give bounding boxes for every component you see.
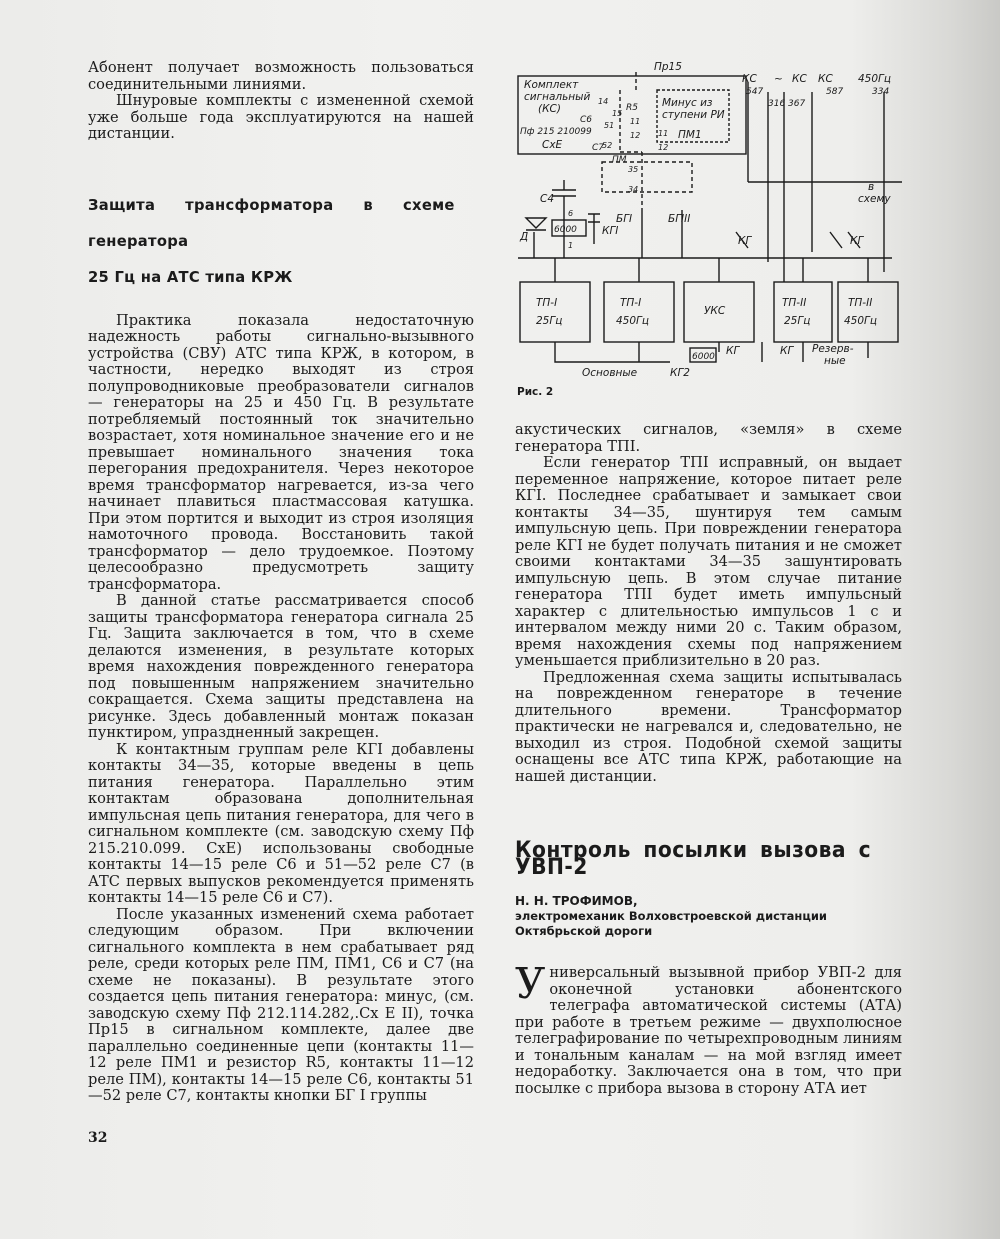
label-ks-5: СхЕ [542,139,563,151]
label-pm1: ПМ1 [678,129,702,141]
pin-52: 52 [602,141,613,150]
term-547: 547 [746,87,764,97]
pin-34: 34 [628,185,639,194]
left-column [88,60,474,1105]
label-c7: С7 [592,143,605,153]
block-tp1-450-line1: ТП-I [620,297,642,309]
label-d: Д [520,231,529,243]
label-minus-1: Минус из [662,97,713,109]
intro-paragraph-1: Абонент получает возможность пользоваться соединительными линиями. [88,59,474,93]
label-ks-2: сигнальный [524,91,591,103]
pin-6: 6 [568,209,574,218]
pin-12b: 12 [658,143,669,152]
block-tp1-25-line2: 25Гц [536,315,563,327]
label-to-circuit-1: в [868,181,875,193]
page-number: 32 [88,1130,108,1146]
article2-paragraph-1-text: ниверсальный вызывной прибор УВП-2 для оконечной установки абонентского телеграфа автоматической системы (АТА) при работе в третьем режиме — двухполюсное телеграфирование по четырехпроводным линиям и тональным каналам — на мой взгляд имеет недоработку. Заключается она в том, что при посылке с прибора вызова в сторону АТА иет [515,964,902,1097]
block-tp2-25-line2: 25Гц [784,315,811,327]
figure-caption: Рис. 2 [517,386,554,398]
right-paragraph-3: Предложенная схема защиты испытывалась на поврежденном генераторе в течение длительного времени. Трансформатор практически не нагревался и, следовательно, не выходил из строя. Подобной схемой защиты оснащены все АТС типа КРЖ, работающие на нашей дистанции. [515,668,902,785]
block-tp1-450-line2: 450Гц [616,315,650,327]
article1-title-line1: Защита трансформатора в схеме генератора [88,195,455,250]
label-ks-term-5: 450Гц [858,73,892,85]
label-minus-2: ступени РИ [662,109,725,121]
pin-11a: 11 [630,117,641,126]
label-rezervnye-1: Резерв- [812,343,854,355]
article2-paragraph-1 [515,959,902,1097]
label-r5: R5 [626,103,638,113]
block-tp2-450-line2: 450Гц [844,315,878,327]
term-587: 587 [826,87,844,97]
label-kg-small-2: КГ [780,345,794,357]
label-bg1: БГI [616,213,633,225]
block-tp1-450 [604,282,674,342]
article1-paragraph-3: К контактным группам реле КГI добавлены контакты 34—35, которые введены в цепь питания генератора. Параллельно этим контактам образована дополнительная импульсная цепь питания генератора, для чего в сигнальном комплекте (см. заводскую схему Пф 215.210.099. СхЕ) использованы свободные контакты 14—15 реле С6 и 51—52 реле С7 (в АТС первых выпусков рекомендуется применять контакты 14—15 реле С6 и С7). [88,740,474,906]
label-ks-term-3: КС [792,73,807,85]
label-ks-term-2: ~ [774,73,783,85]
term-367: 367 [788,99,806,109]
pin-11b: 11 [658,129,669,138]
label-ks-4: Пф 215 210099 [520,127,592,137]
label-c4: С4 [540,193,555,205]
block-uks-line1: УКС [704,305,726,317]
article2-dropcap: У [515,959,546,1008]
article1-paragraph-2: В данной статье рассматривается способ защиты трансформатора генератора сигнала 25 Гц. Защита заключается в том, что в схеме делаются изменения, в результате которых время нахождения поврежденного генератора под повышенным напряжением значительно сокращается. Схема защиты представлена на рисунке. Здесь добавленный монтаж показан пунктиром, упраздненный закрещен. [88,592,474,741]
label-bottom-res: 6000 [692,352,715,362]
author-name: Н. Н. ТРОФИМОВ, [515,894,638,908]
pin-14: 14 [598,97,609,106]
label-pm: ПМ [612,155,627,165]
term-316: 316 [768,99,786,109]
label-ks-1: Комплект [524,79,579,91]
label-osnovnye: Основные [582,367,638,379]
block-tp1-25 [520,282,590,342]
label-kg1-3: КГ [738,235,752,247]
article1-title-line2: 25 Гц на АТС типа КРЖ [88,267,293,286]
article2-title: Контроль посылки вызова с УВП-2 [515,838,872,880]
label-rezervnye-2: ные [824,355,846,367]
article1-paragraph-4: После указанных изменений схема работает следующим образом. При включении сигнального комплекта в нем срабатывает ряд реле, среди которых реле ПМ, ПМ1, С6 и С7 (на схеме не показаны). В результате этого создается цепь питания генератора: минус, (см. заводскую схему Пф 212.114.282,.Сх Е II), точка Пр15 в сигнальном комплекте, далее две параллельно соединенные цепи (контакты 11—12 реле ПМ1 и резистор R5, контакты 11—12 реле ПМ), контакты 14—15 реле С6, контакты 51—52 реле С7, контакты кнопки БГ I группы [88,905,474,1104]
block-tp2-450 [838,282,898,342]
author-block [515,894,902,939]
label-ks-term-1: КС [742,73,757,85]
pin-15: 15 [612,109,623,118]
pin-51: 51 [604,121,615,130]
article1-paragraph-1: Практика показала недостаточную надежность работы сигнально-вызывного устройства (СВУ) АТС типа КРЖ, в котором, в частности, нередко выходят из строя полупроводниковые преобразователи сигналов — генераторы на 25 и 450 Гц. В результате потребляемый постоянный ток значительно возрастает, хотя номинальное значение его и не превышает номинального значения тока перегорания предохранителя. Через некоторое время трансформатор нагревается, из-за чего начинает плавиться пластмассовая катушка. При этом портится и выходит из строя изоляция намоточного провода. Восстановить такой трансформатор — дело трудоемкое. Поэтому целесообразно предусмотреть защиту трансформатора. [88,311,474,593]
circuit-diagram [512,62,904,382]
author-position-1: электромеханик Волховстроевской дистанции [515,909,827,923]
right-paragraph-1: акустических сигналов, «земля» в схеме генератора ТПI. [515,421,902,455]
block-tp2-25 [774,282,832,342]
article1-title [88,187,455,295]
label-kg1: КГI [602,225,619,237]
label-ks-term-4: КС [818,73,833,85]
term-334: 334 [872,87,890,97]
label-c6: С6 [580,115,593,125]
label-to-circuit-2: схему [858,193,891,205]
pin-1: 1 [568,241,574,250]
pin-35: 35 [628,165,639,174]
label-bg3: БГIII [668,213,691,225]
block-tp2-450-line1: ТП-II [848,297,873,309]
label-ks-3: (КС) [538,103,561,115]
right-column [515,422,902,1097]
label-kg-small-1: КГ [726,345,740,357]
intro-paragraph-2: Шнуровые комплекты с измененной схемой уже больше года эксплуатируются на нашей дистанции. [88,92,474,142]
label-res6000: 6000 [554,225,577,235]
block-tp1-25-line1: ТП-I [536,297,558,309]
label-pr15: Пр15 [654,62,682,73]
block-tp2-25-line1: ТП-II [782,297,807,309]
right-paragraph-2: Если генератор ТПI исправный, он выдает переменное напряжение, которое питает реле КГI. Последнее срабатывает и замыкает свои контакты 34—35, шунтируя тем самым импульсную цепь. При повреждении генератора реле КГI не будет получать питания и не сможет своими контактами 34—35 зашунтировать импульсную цепь. В этом случае питание генератора ТПI будет иметь импульсный характер с длительностью импульсов 1 с и интервалом между ними 20 с. Таким образом, время нахождения схемы под напряжением уменьшается приблизительно в 20 раз. [515,454,902,669]
label-kg2-3: КГ [850,235,864,247]
author-position-2: Октябрьской дороги [515,924,653,938]
label-kg2-bottom: КГ2 [670,367,690,379]
pin-12a: 12 [630,131,641,140]
